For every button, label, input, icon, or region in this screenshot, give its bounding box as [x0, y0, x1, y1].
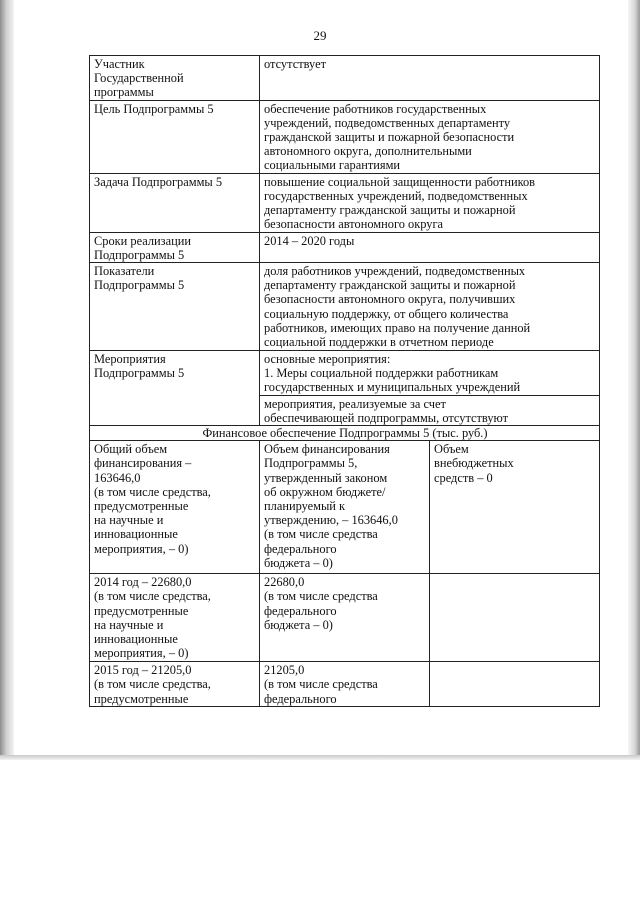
row-label: Мероприятия Подпрограммы 5	[90, 351, 260, 426]
financing-year-budget: 22680,0 (в том числе средства федерального бюджета – 0)	[260, 574, 430, 662]
row-value: доля работников учреждений, подведомственных департаменту гражданской защиты и пожарной безопасности автономного округа, получивших социальную поддержку, от общего количества работников, имеющих право на получение данной социальной поддержки в отчетном периоде	[260, 263, 600, 351]
table-row	[90, 662, 600, 707]
financing-year-extra	[430, 662, 600, 707]
page-number: 29	[313, 28, 327, 43]
financing-budget: Объем финансирования Подпрограммы 5, утвержденный законом об окружном бюджете/ планируемый к утверждению, – 163646,0 (в том числе средства федерального бюджета – 0)	[260, 441, 430, 574]
row-label: Участник Государственной программы	[90, 56, 260, 101]
row-value: 2014 – 2020 годы	[260, 232, 600, 262]
scan-shadow-left	[0, 0, 14, 760]
table-row	[90, 441, 600, 574]
table-row	[90, 263, 600, 351]
table-row	[90, 173, 600, 232]
row-label: Цель Подпрограммы 5	[90, 100, 260, 173]
financing-extrabudget: Объем внебюджетных средств – 0	[430, 441, 600, 574]
row-value: повышение социальной защищенности работников государственных учреждений, подведомственных департаменту гражданской защиты и пожарной безопасности автономного округа	[260, 173, 600, 232]
row-value: отсутствует	[260, 56, 600, 101]
row-label: Сроки реализации Подпрограммы 5	[90, 232, 260, 262]
passport-table	[89, 55, 600, 707]
row-label: Показатели Подпрограммы 5	[90, 263, 260, 351]
financing-year-total: 2015 год – 21205,0 (в том числе средства, предусмотренные	[90, 662, 260, 707]
table-row	[90, 351, 600, 396]
table-row	[90, 100, 600, 173]
financing-total: Общий объем финансирования – 163646,0 (в том числе средства, предусмотренные на научные и инновационные мероприятия, – 0)	[90, 441, 260, 574]
table-row	[90, 56, 600, 101]
measures-support: мероприятия, реализуемые за счет обеспечивающей подпрограммы, отсутствуют	[260, 395, 600, 425]
row-value: обеспечение работников государственных учреждений, подведомственных департаменту гражданской защиты и пожарной безопасности автономного округа, дополнительными социальными гарантиями	[260, 100, 600, 173]
financing-year-budget: 21205,0 (в том числе средства федерального	[260, 662, 430, 707]
scan-shadow-right	[628, 0, 640, 760]
measures-main: основные мероприятия: 1. Меры социальной поддержки работникам государственных и муниципальных учреждений	[260, 351, 600, 396]
row-label: Задача Подпрограммы 5	[90, 173, 260, 232]
table-row	[90, 426, 600, 441]
subprogram-passport	[89, 55, 599, 707]
table-row	[90, 574, 600, 662]
table-row	[90, 232, 600, 262]
financing-year-total: 2014 год – 22680,0 (в том числе средства, предусмотренные на научные и инновационные мероприятия, – 0)	[90, 574, 260, 662]
scan-shadow-bottom	[0, 755, 640, 760]
financing-title: Финансовое обеспечение Подпрограммы 5 (тыс. руб.)	[90, 426, 600, 441]
financing-year-extra	[430, 574, 600, 662]
